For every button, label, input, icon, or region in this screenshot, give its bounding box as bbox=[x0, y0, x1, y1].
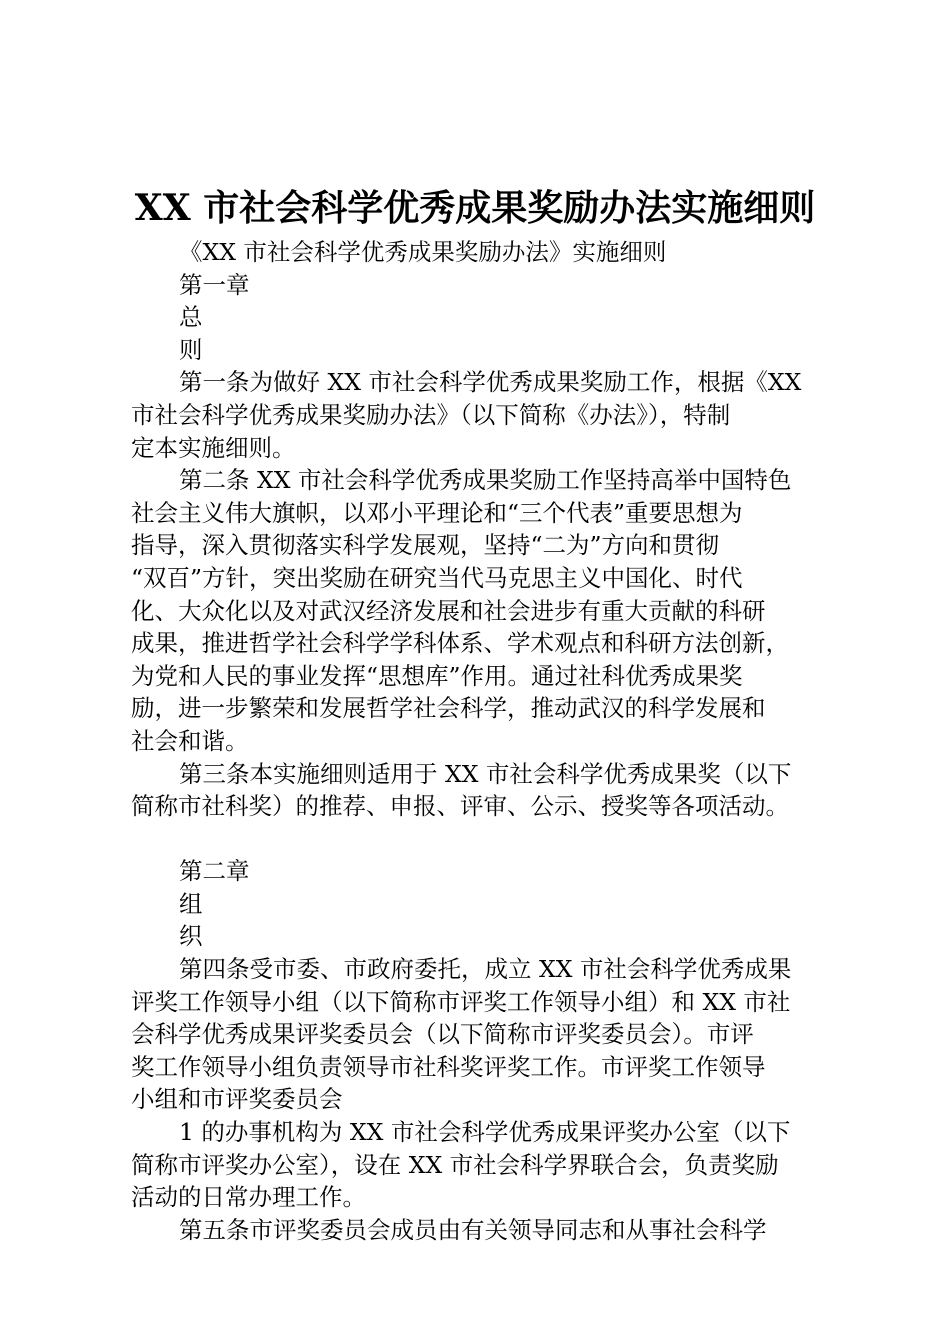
text-line: 第二章 bbox=[179, 857, 250, 886]
text-line: 为党和人民的事业发挥“思想库”作用。通过社科优秀成果奖 bbox=[131, 661, 743, 690]
text-line: 第二条 XX 市社会科学优秀成果奖励工作坚持高举中国特色 bbox=[179, 466, 792, 495]
text-line: 组 bbox=[179, 889, 203, 918]
text-line: 简称市评奖办公室），设在 XX 市社会科学界联合会，负责奖励 bbox=[131, 1150, 779, 1179]
text-line: 第五条市评奖委员会成员由有关领导同志和从事社会科学 bbox=[179, 1215, 767, 1244]
text-line: 活动的日常办理工作。 bbox=[131, 1183, 366, 1212]
text-line: 市社会科学优秀成果奖励办法》（以下简称《办法》），特制 bbox=[131, 400, 731, 429]
text-line: 简称市社科奖）的推荐、申报、评审、公示、授奖等各项活动。 bbox=[131, 792, 789, 821]
text-line: 第四条受市委、市政府委托，成立 XX 市社会科学优秀成果 bbox=[179, 955, 792, 984]
text-line: 指导，深入贯彻落实科学发展观，坚持“二为”方向和贯彻 bbox=[131, 531, 720, 560]
text-line: 第一条为做好 XX 市社会科学优秀成果奖励工作，根据《XX bbox=[179, 368, 802, 397]
text-line: 化、大众化以及对武汉经济发展和社会进步有重大贡献的科研 bbox=[131, 596, 766, 625]
text-line: 会科学优秀成果评奖委员会（以下简称市评奖委员会）。市评 bbox=[131, 1020, 754, 1049]
text-line: “双百”方针，突出奖励在研究当代马克思主义中国化、时代 bbox=[131, 563, 743, 592]
text-line: 第三条本实施细则适用于 XX 市社会科学优秀成果奖（以下 bbox=[179, 759, 792, 788]
blank-line bbox=[131, 823, 831, 856]
text-line: 奖工作领导小组负责领导市社科奖评奖工作。市评奖工作领导 bbox=[131, 1052, 766, 1081]
text-line: 第一章 bbox=[179, 270, 250, 299]
document-title: XX 市社会科学优秀成果奖励办法实施细则 bbox=[134, 187, 816, 229]
text-line: 《XX 市社会科学优秀成果奖励办法》实施细则 bbox=[179, 238, 667, 266]
text-line: 成果，推进哲学社会科学学科体系、学术观点和科研方法创新， bbox=[131, 629, 789, 658]
text-line: 则 bbox=[179, 335, 203, 364]
text-line: 织 bbox=[179, 922, 203, 951]
text-line: 社会和谐。 bbox=[131, 726, 249, 755]
text-line: 1 的办事机构为 XX 市社会科学优秀成果评奖办公室（以下 bbox=[179, 1118, 791, 1147]
text-line: 励，进一步繁荣和发展哲学社会科学，推动武汉的科学发展和 bbox=[131, 694, 766, 723]
text-line: 小组和市评奖委员会 bbox=[131, 1085, 343, 1114]
document-body bbox=[131, 236, 831, 1246]
text-line: 定本实施细则。 bbox=[131, 433, 296, 462]
text-line: 社会主义伟大旗帜，以邓小平理论和“三个代表”重要思想为 bbox=[131, 498, 743, 527]
text-line: 评奖工作领导小组（以下简称市评奖工作领导小组）和 XX 市社 bbox=[131, 987, 791, 1016]
text-line: 总 bbox=[179, 303, 203, 332]
